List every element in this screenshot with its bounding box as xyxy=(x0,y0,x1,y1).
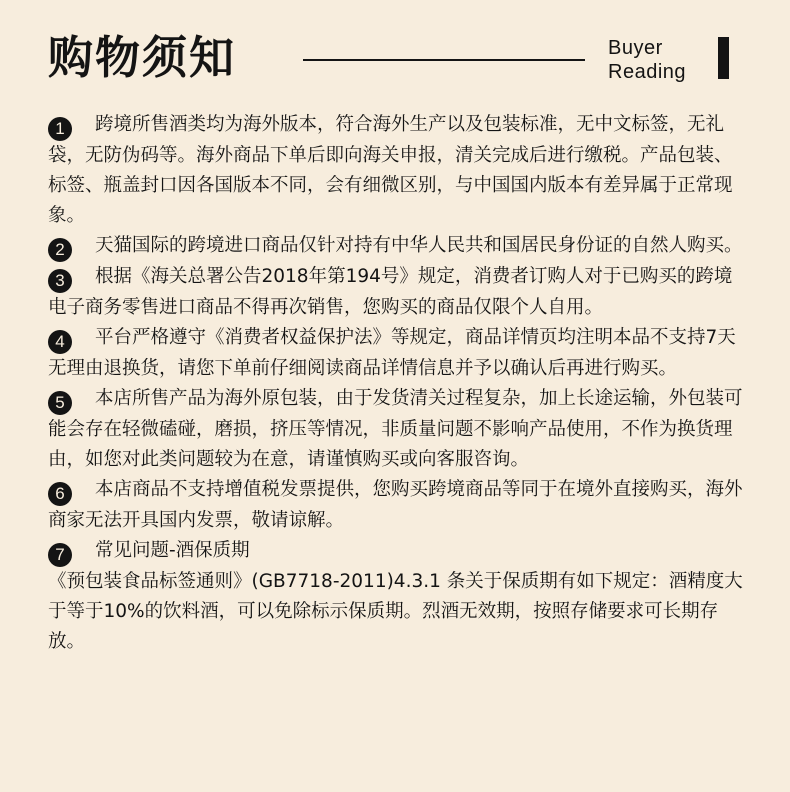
notice-text-7: 常见问题-酒保质期 xyxy=(95,540,250,561)
number-badge-3: 3 xyxy=(48,269,72,293)
english-heading-line-2: Reading xyxy=(608,61,687,83)
notice-item-6 xyxy=(48,475,748,536)
notice-item-4 xyxy=(48,323,748,384)
number-badge-6: 6 xyxy=(48,482,72,506)
notice-list xyxy=(48,110,748,657)
english-heading-line-1: Buyer xyxy=(608,37,663,59)
number-badge-2: 2 xyxy=(48,238,72,262)
notice-item-3 xyxy=(48,262,748,323)
notice-text-1: 跨境所售酒类均为海外版本，符合海外生产以及包装标准，无中文标签，无礼袋，无防伪码等。海外商品下单后即向海关申报，清关完成后进行缴税。产品包装、标签、瓶盖封口因各国版本不同，会有细微区别，与中国国内版本有差异属于正常现象。 xyxy=(48,114,733,226)
number-badge-5: 5 xyxy=(48,391,72,415)
english-heading xyxy=(608,36,686,84)
notice-item-1 xyxy=(48,110,748,231)
number-badge-1: 1 xyxy=(48,117,72,141)
title-divider xyxy=(303,59,585,61)
number-badge-7: 7 xyxy=(48,543,72,567)
notice-item-2 xyxy=(48,231,748,262)
notice-text-2: 天猫国际的跨境进口商品仅针对持有中华人民共和国居民身份证的自然人购买。 xyxy=(95,235,743,256)
notice-text-5: 本店所售产品为海外原包装，由于发货清关过程复杂，加上长途运输，外包装可能会存在轻微磕碰，磨损，挤压等情况，非质量问题不影响产品使用，不作为换货理由，如您对此类问题较为在意，请谨慎购买或向客服咨询。 xyxy=(48,388,743,470)
english-heading-bar xyxy=(718,37,729,79)
notice-text-3: 根据《海关总署公告2018年第194号》规定，消费者订购人对于已购买的跨境电子商务零售进口商品不得再次销售，您购买的商品仅限个人自用。 xyxy=(48,266,733,318)
page-title: 购物须知 xyxy=(48,31,237,84)
number-badge-4: 4 xyxy=(48,330,72,354)
notice-text-4: 平台严格遵守《消费者权益保护法》等规定，商品详情页均注明本品不支持7天无理由退换货，请您下单前仔细阅读商品详情信息并予以确认后再进行购买。 xyxy=(48,327,736,379)
shelf-life-footnote: 《预包装食品标签通则》(GB7718-2011)4.3.1 条关于保质期有如下规定：酒精度大于等于10%的饮料酒，可以免除标示保质期。烈酒无效期，按照存储要求可长期存放。 xyxy=(48,571,743,652)
notice-text-6: 本店商品不支持增值税发票提供，您购买跨境商品等同于在境外直接购买，海外商家无法开具国内发票，敬请谅解。 xyxy=(48,479,743,531)
notice-item-5 xyxy=(48,384,748,475)
notice-item-7 xyxy=(48,536,748,567)
